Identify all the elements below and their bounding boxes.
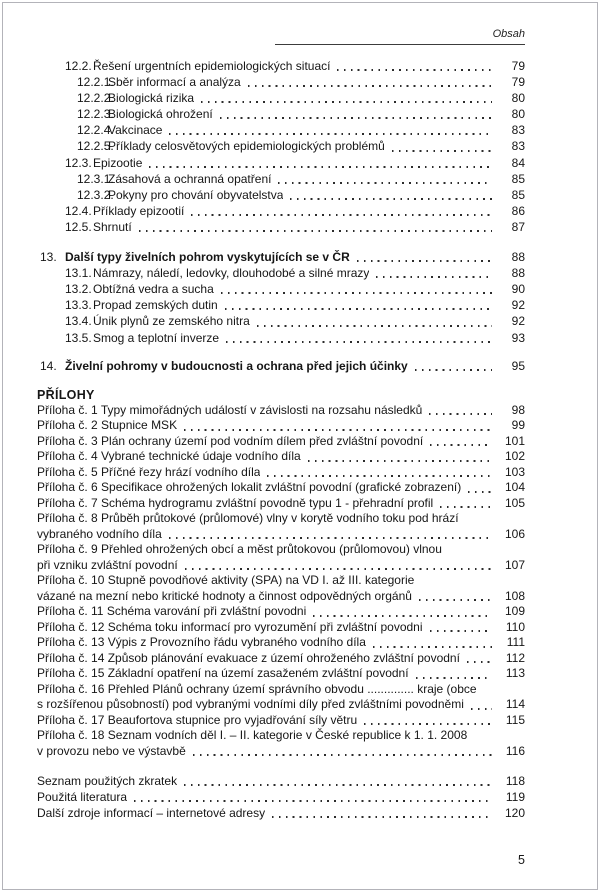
toc-entry-label: Shrnutí [93,219,132,234]
toc-entry-label: s rozšířenou působností) pod vybranými vodními díly před zvláštními povodněmi [37,697,464,712]
toc-entry [0,682,525,698]
toc-entry [0,434,525,450]
toc-entry [0,651,525,667]
page-footer [0,853,525,867]
toc-entry-label: Pokyny pro chování obyvatelstva [108,187,284,202]
dot-leader [308,460,492,462]
toc-entry-number: 12.3.2. [77,187,114,202]
dot-leader [149,166,492,168]
toc-entry-page: 108 [504,588,525,603]
toc-entry-page: 111 [506,635,525,650]
toc-entry-number: 13.2. [65,282,92,297]
toc-entry [0,573,525,589]
toc-entry-page: 119 [505,790,525,805]
toc-entry-label: Příklady celosvětových epidemiologických problémů [108,139,385,154]
dot-leader [220,117,492,119]
dot-leader [373,646,492,648]
dot-leader [416,677,492,679]
dot-leader [139,230,492,232]
toc-entry [0,527,525,543]
dot-leader [193,754,492,756]
toc-entry [0,418,525,434]
toc-entry [0,203,525,219]
toc-entry-number: 12.2.4. [77,123,114,138]
toc-entry [0,171,525,187]
toc-entry-page: 102 [504,449,525,464]
page-header [275,26,525,45]
toc-entry [0,74,525,90]
toc-entry [0,249,525,265]
dot-leader [313,615,492,617]
toc-entry-page: 79 [511,59,525,73]
toc-entry [0,155,525,171]
dot-leader [134,800,492,802]
dot-leader [337,69,492,71]
toc-entry-label: Příloha č. 7 Schéma hydrogramu zvláštní povodně typu 1 - přehradní profil [37,495,434,510]
toc-entry-number: 12.3.1. [77,171,114,186]
toc-entry-page: 86 [511,203,525,218]
toc-entry-label: Příloha č. 4 Vybrané technické údaje vodního díla [37,449,301,464]
toc-entry-label: Vakcinace [108,123,163,138]
toc-entry-label: Příloha č. 15 Základní opatření na území zasaženém zvláštní povodní [37,666,409,681]
toc-entry-page: 90 [511,282,525,297]
toc-entry [0,728,525,744]
toc-entry-page: 98 [511,402,525,417]
toc-entry-label: Další typy živelních pohrom vyskytujících se v ČR [65,250,350,265]
toc-entry [0,219,525,235]
toc-entry [0,90,525,106]
toc-entry-page: 112 [505,650,525,665]
dot-leader [225,308,492,310]
toc-entry-number: 12.3. [65,155,92,170]
toc-entry-page: 79 [511,75,525,90]
toc-entry-page: 85 [511,187,525,202]
toc-entry [0,122,525,138]
toc-entry-page: 106 [504,526,525,541]
dot-leader [184,784,492,786]
toc-entry-number: 12.2.3. [77,107,114,122]
dot-leader [191,214,492,216]
toc-entry-page: 93 [511,330,525,345]
toc-entry-page: 118 [505,774,525,789]
toc-entry-number: 13.4. [65,314,92,329]
dot-leader [169,537,492,539]
dot-leader [226,341,492,343]
toc-entry [0,789,525,805]
dot-leader [184,429,492,431]
table-of-contents [0,58,600,821]
toc-entry-label: Příloha č. 17 Beaufortova stupnice pro vyjadřování síly větru [37,712,358,727]
toc-entry-page: 95 [511,358,525,373]
toc-entry [0,106,525,122]
toc-entry [0,666,525,682]
toc-entry [0,138,525,154]
toc-entry [0,496,525,512]
toc-entry-page: 104 [504,480,525,495]
toc-entry [0,511,525,527]
toc-section-back-matter [0,773,600,821]
toc-entry-page: 109 [504,604,525,619]
dot-leader [357,260,492,262]
toc-section-section-13 [0,249,600,346]
toc-entry [0,58,525,74]
toc-section-section-14 [0,358,600,374]
toc-entry-number: 12.2. [65,59,92,73]
toc-entry [0,265,525,281]
page-number: 5 [518,853,525,868]
toc-entry-number: 13.5. [65,330,92,345]
toc-entry-label: Námrazy, náledí, ledovky, dlouhodobé a silné mrazy [93,266,370,281]
toc-entry-label: Seznam použitých zkratek [37,774,178,789]
toc-entry-label: Propad zemských dutin [93,298,218,313]
dot-leader [272,816,492,818]
toc-entry-number: 14. [40,358,57,373]
toc-entry-page: 107 [504,557,525,572]
toc-entry [0,358,525,374]
dot-leader [248,85,492,87]
toc-entry-page: 84 [511,155,525,170]
toc-entry-number: 12.2.1. [77,75,114,90]
toc-entry [0,697,525,713]
toc-entry-page: 83 [511,139,525,154]
dot-leader [185,568,492,570]
toc-entry-page: 88 [511,266,525,281]
dot-leader [430,630,492,632]
toc-entry [0,620,525,636]
toc-section-section-12 [0,58,600,235]
toc-entry-number: 12.4. [65,203,92,218]
dot-leader [267,475,492,477]
page-header-title: Obsah [492,28,525,40]
toc-entry [0,744,525,760]
toc-entry-page: 80 [511,91,525,106]
toc-entry [0,805,525,821]
toc-entry-label: Živelní pohromy v budoucnosti a ochrana před jejich účinky [65,358,408,373]
toc-entry-page: 80 [511,107,525,122]
toc-entry [0,403,525,419]
dot-leader [419,599,492,601]
toc-entry-label: Příloha č. 13 Výpis z Provozního řádu vybraného vodního díla [37,635,366,650]
toc-entry-label: Příklady epizootií [93,203,185,218]
toc-section-prilohy [0,387,600,760]
toc-entry-label: Řešení urgentních epidemiologických situací [93,59,331,73]
toc-entry [0,330,525,346]
toc-entry-label: Únik plynů ze zemského nitra [93,314,250,329]
dot-leader [430,444,492,446]
toc-entry-label: Příloha č. 9 Přehled ohrožených obcí a měst průtokovou (průlomovou) vlnou [37,542,442,557]
toc-entry-page: 83 [511,123,525,138]
toc-entry-page: 85 [511,171,525,186]
toc-entry-label: Příloha č. 5 Příčné řezy hrází vodního díla [37,464,261,479]
toc-entry-page: 105 [504,495,525,510]
toc-entry-label: Biologická ohrožení [108,107,213,122]
toc-entry [0,635,525,651]
toc-entry-page: 116 [505,743,525,758]
toc-entry-label: Příloha č. 14 Způsob plánování evakuace z území ohroženého zvláštní povodní [37,650,460,665]
toc-entry [0,480,525,496]
dot-leader [376,276,492,278]
dot-leader [468,491,492,493]
toc-entry-number: 12.5. [65,219,92,234]
toc-entry-label: Příloha č. 3 Plán ochrany území pod vodním dílem před zvláštní povodní [37,433,424,448]
toc-entry-number: 12.2.2. [77,91,114,106]
toc-entry-label: Další zdroje informací – internetové adresy [37,806,266,821]
toc-entry [0,313,525,329]
toc-entry-label: Příloha č. 8 Průběh průtokové (průlomové) vlny v korytě vodního toku pod hrází [37,511,459,526]
toc-entry [0,449,525,465]
toc-entry-page: 114 [505,697,525,712]
toc-entry-page: 113 [505,666,525,681]
toc-entry-page: 88 [511,250,525,265]
toc-entry [0,558,525,574]
dot-leader [169,133,492,135]
dot-leader [201,101,492,103]
toc-entry-page: 120 [504,806,525,821]
toc-entry-label: Obtížná vedra a sucha [93,282,214,297]
toc-entry-page: 87 [511,219,525,234]
toc-entry [0,773,525,789]
toc-entry-page: 101 [504,433,525,448]
dot-leader [471,708,492,710]
toc-entry [0,187,525,203]
dot-leader [392,150,492,152]
dot-leader [467,661,492,663]
toc-entry-label: při vzniku zvláštní povodní [37,557,178,572]
toc-entry-page: 115 [505,712,525,727]
dot-leader [290,198,492,200]
dot-leader [415,369,492,371]
toc-entry-page: 103 [504,464,525,479]
toc-entry [0,589,525,605]
dot-leader [278,182,492,184]
toc-entry-label: Sběr informací a analýza [108,75,241,90]
toc-entry-label: Příloha č. 10 Stupně povodňové aktivity (SPA) na VD I. až III. kategorie [37,573,415,588]
dot-leader [364,723,492,725]
toc-entry-label: Příloha č. 18 Seznam vodních děl I. – II. kategorie v České republice k 1. 1. 2008 [37,728,468,743]
toc-entry-number: 13. [40,250,57,265]
toc-entry-label: Příloha č. 2 Stupnice MSK [37,418,178,433]
prilohy-heading: PŘÍLOHY [37,387,95,402]
toc-entry-label: Příloha č. 12 Schéma toku informací pro vyrozumění při zvláštní povodni [37,619,423,634]
toc-entry-label: Příloha č. 16 Přehled Plánů ochrany území správního obvodu .............. kraje (obce [37,681,477,696]
toc-entry-number: 12.2.5. [77,139,114,154]
toc-entry-page: 92 [511,298,525,313]
toc-entry-label: vybraného vodního díla [37,526,162,541]
toc-entry-label: Zásahová a ochranná opatření [108,171,272,186]
toc-entry-label: vázané na mezní nebo kritické hodnoty a činnost odpovědných orgánů [37,588,412,603]
toc-entry-label: v provozu nebo ve výstavbě [37,743,186,758]
dot-leader [257,325,492,327]
dot-leader [440,506,492,508]
toc-entry-number: 13.1. [65,266,92,281]
toc-entry-label: Příloha č. 1 Typy mimořádných událostí v závislosti na rozsahu následků [37,402,423,417]
toc-entry [0,542,525,558]
toc-entry-label: Biologická rizika [108,91,195,106]
toc-entry [0,713,525,729]
toc-entry [0,297,525,313]
toc-entry-page: 99 [511,418,525,433]
toc-entry [0,604,525,620]
toc-entry [0,465,525,481]
toc-entry [0,281,525,297]
toc-entry-page: 92 [511,314,525,329]
toc-entry-number: 13.3. [65,298,92,313]
dot-leader [429,413,492,415]
toc-entry-label: Příloha č. 11 Schéma varování při zvláštní povodni [37,604,307,619]
toc-entry-page: 110 [505,619,525,634]
toc-entry-label: Příloha č. 6 Specifikace ohrožených lokalit zvláštní povodní (grafické zobrazení) [37,480,462,495]
toc-entry-label: Epizootie [93,155,143,170]
toc-entry-label: Použitá literatura [37,790,128,805]
dot-leader [221,292,492,294]
toc-entry-label: Smog a teplotní inverze [93,330,220,345]
